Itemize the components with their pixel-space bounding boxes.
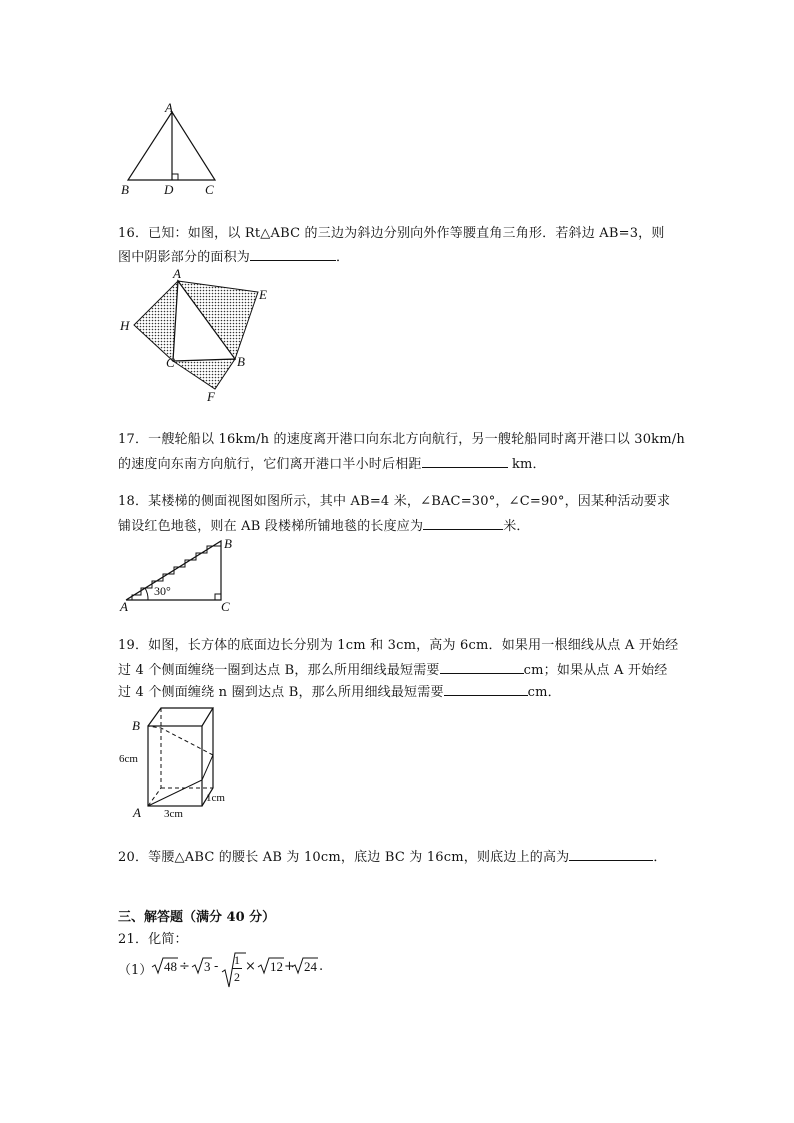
q17-end: km．: [507, 457, 546, 472]
q16-label-a: A: [173, 266, 181, 281]
fig15-label-c: C: [205, 182, 214, 197]
fraction-bar: [232, 968, 242, 969]
q16-label-b: B: [237, 354, 245, 369]
stairs-figure-svg: [118, 535, 238, 610]
radicand-24: 24: [304, 959, 317, 974]
q18-line2: [118, 515, 530, 536]
q20-answer-blank[interactable]: [569, 846, 653, 861]
q19-label-a: A: [133, 805, 141, 820]
radicand-48: 48: [164, 959, 177, 974]
shaded-triangle-cfb: [173, 359, 235, 389]
top-face: [148, 708, 213, 726]
q16-end: ．: [336, 250, 350, 265]
q19-text-2: cm；如果从点 A 开始经: [523, 663, 668, 678]
q17-text: 的速度向东南方向航行，它们离开港口半小时后相距: [118, 457, 422, 472]
q16-text: 图中阴影部分的面积为: [118, 250, 251, 265]
expression-end: .: [319, 959, 324, 974]
q19-line1: 19．如图，长方体的底面边长分别为 1cm 和 3cm，高为 6cm．如果用一根细线从点 A 开始经: [118, 638, 679, 653]
q18-line1: 18．某楼梯的侧面视图如图所示，其中 AB=4 米，∠BAC=30°，∠C=90°，因某种活动要求: [118, 494, 671, 509]
q19-answer-blank-2[interactable]: [444, 681, 528, 696]
fig15-label-a: A: [165, 100, 173, 115]
fraction-denominator: 2: [234, 970, 240, 984]
q18-label-c: C: [221, 599, 230, 614]
q20-line1: [118, 846, 667, 867]
q21-part1-label: （1）: [118, 963, 153, 978]
string-path-front: [148, 755, 213, 806]
q18-end: 米．: [503, 519, 530, 534]
q19-width-label: 1cm: [206, 792, 225, 804]
q20-text: 20．等腰△ABC 的腰长 AB 为 10cm，底边 BC 为 16cm，则底边上的高为: [118, 850, 570, 865]
divide-sign: ÷: [179, 959, 190, 974]
q19-text-3: 过 4 个侧面缠绕 n 圈到达点 B，那么所用细线最短需要: [118, 685, 444, 700]
q17-answer-blank[interactable]: [422, 453, 508, 468]
q16-label-h: H: [120, 318, 130, 333]
q19-text-4: cm．: [527, 685, 561, 700]
q18-label-b: B: [224, 536, 232, 551]
string-path-back: [148, 726, 213, 755]
radicand-3: 3: [204, 959, 211, 974]
plus-sign: +: [284, 959, 295, 974]
cuboid-figure-svg: [140, 700, 250, 810]
fig15-label-b: B: [121, 182, 129, 197]
triangle-abd-svg: [118, 100, 238, 200]
q19-length-label: 3cm: [164, 808, 183, 820]
right-angle-mark: [172, 174, 178, 180]
q18-answer-blank[interactable]: [423, 515, 503, 530]
q16-line1: 16．已知：如图，以 Rt△ABC 的三边为斜边分别向外作等腰直角三角形．若斜边 AB=3，则: [118, 226, 665, 241]
section-3-title: 三、解答题（满分 40 分）: [118, 910, 276, 925]
q18-angle-label: 30°: [154, 584, 171, 598]
fraction-numerator: 1: [234, 953, 240, 967]
q19-label-b: B: [132, 718, 140, 733]
q19-answer-blank-1[interactable]: [440, 659, 524, 674]
shaded-triangle-ahc: [134, 281, 178, 361]
times-sign: ×: [245, 959, 256, 974]
q19-text-1: 过 4 个侧面缠绕一圈到达点 B，那么所用细线最短需要: [118, 663, 440, 678]
q16-answer-blank[interactable]: [250, 246, 336, 261]
q16-label-e: E: [259, 287, 267, 302]
q20-end: ．: [653, 850, 667, 865]
q18-label-a: A: [120, 599, 128, 614]
stairs-steps: [132, 546, 221, 600]
q21-title: 21．化简：: [118, 932, 188, 947]
radicand-12: 12: [270, 959, 283, 974]
minus-sign: -: [214, 959, 219, 974]
q16-line2: [118, 246, 349, 267]
q18-text: 铺设红色地毯，则在 AB 段楼梯所铺地毯的长度应为: [118, 519, 424, 534]
q19-line2: [118, 659, 668, 680]
angle-arc: [145, 588, 148, 600]
q17-line1: 17．一艘轮船以 16km/h 的速度离开港口向东北方向航行，另一艘轮船同时离开港口以 30km/h: [118, 432, 685, 447]
q17-line2: [118, 453, 546, 474]
q16-label-f: F: [207, 389, 215, 404]
fig15-label-d: D: [164, 182, 174, 197]
q16-label-c: C: [166, 355, 175, 370]
q19-line3: [118, 681, 561, 702]
q19-height-label: 6cm: [119, 753, 138, 765]
